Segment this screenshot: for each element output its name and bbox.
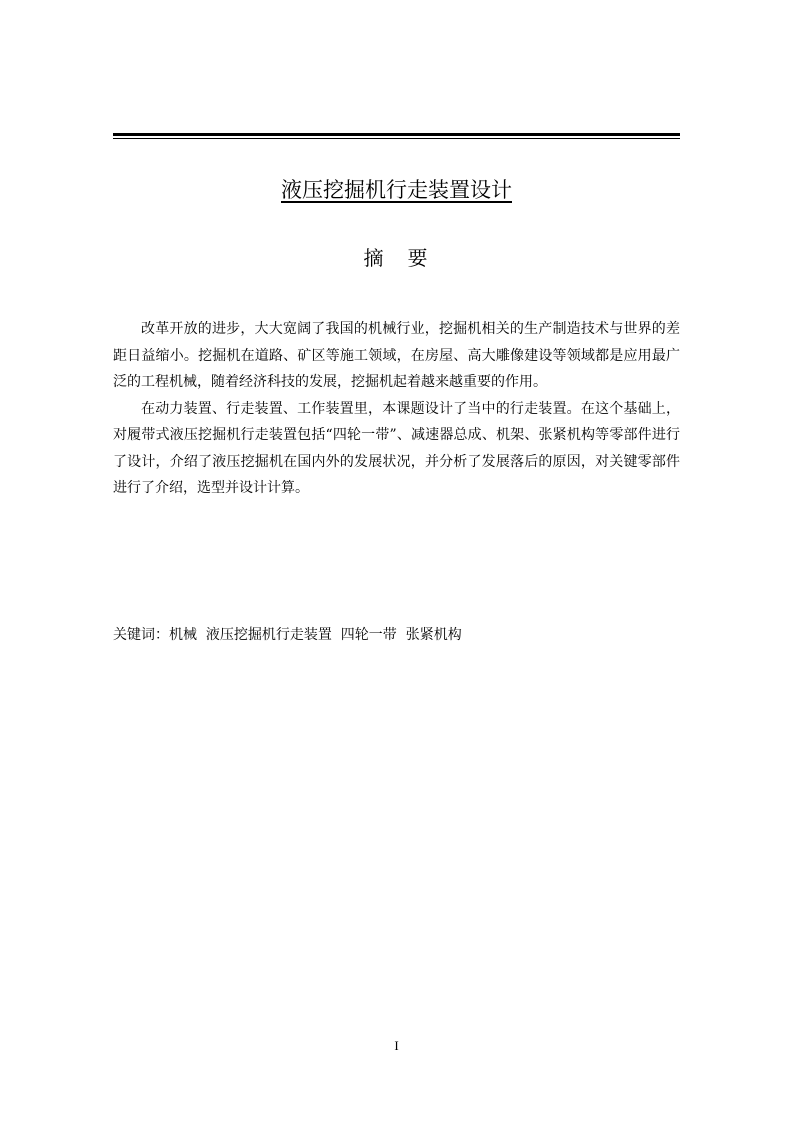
document-title bbox=[0, 174, 793, 204]
document-title-text: 液压挖掘机行走装置设计 bbox=[281, 178, 512, 202]
abstract-paragraph: 改革开放的进步，大大宽阔了我国的机械行业，挖掘机相关的生产制造技术与世界的差距日益缩小。挖掘机在道路、矿区等施工领域，在房屋、高大雕像建设等领域都是应用最广泛的工程机械，随着经济科技的发展，挖掘机起着越来越重要的作用。 bbox=[113, 321, 680, 390]
header-rule-thin bbox=[113, 138, 680, 139]
page-number: I bbox=[394, 1038, 399, 1053]
abstract-paragraph: 在动力装置、行走装置、工作装置里，本课题设计了当中的行走装置。在这个基础上，对履带式液压挖掘机行走装置包括“四轮一带”、减速器总成、机架、张紧机构等零部件进行了设计，介绍了液压挖掘机在国内外的发展状况，并分析了发展落后的原因，对关键零部件进行了介绍，选型并设计计算。 bbox=[113, 400, 680, 496]
abstract-body bbox=[113, 316, 680, 502]
keywords-line: 关键词：机械 液压挖掘机行走装置 四轮一带 张紧机构 bbox=[113, 627, 462, 643]
header-rule-thick bbox=[113, 133, 680, 136]
abstract-heading: 摘 要 bbox=[363, 246, 430, 270]
